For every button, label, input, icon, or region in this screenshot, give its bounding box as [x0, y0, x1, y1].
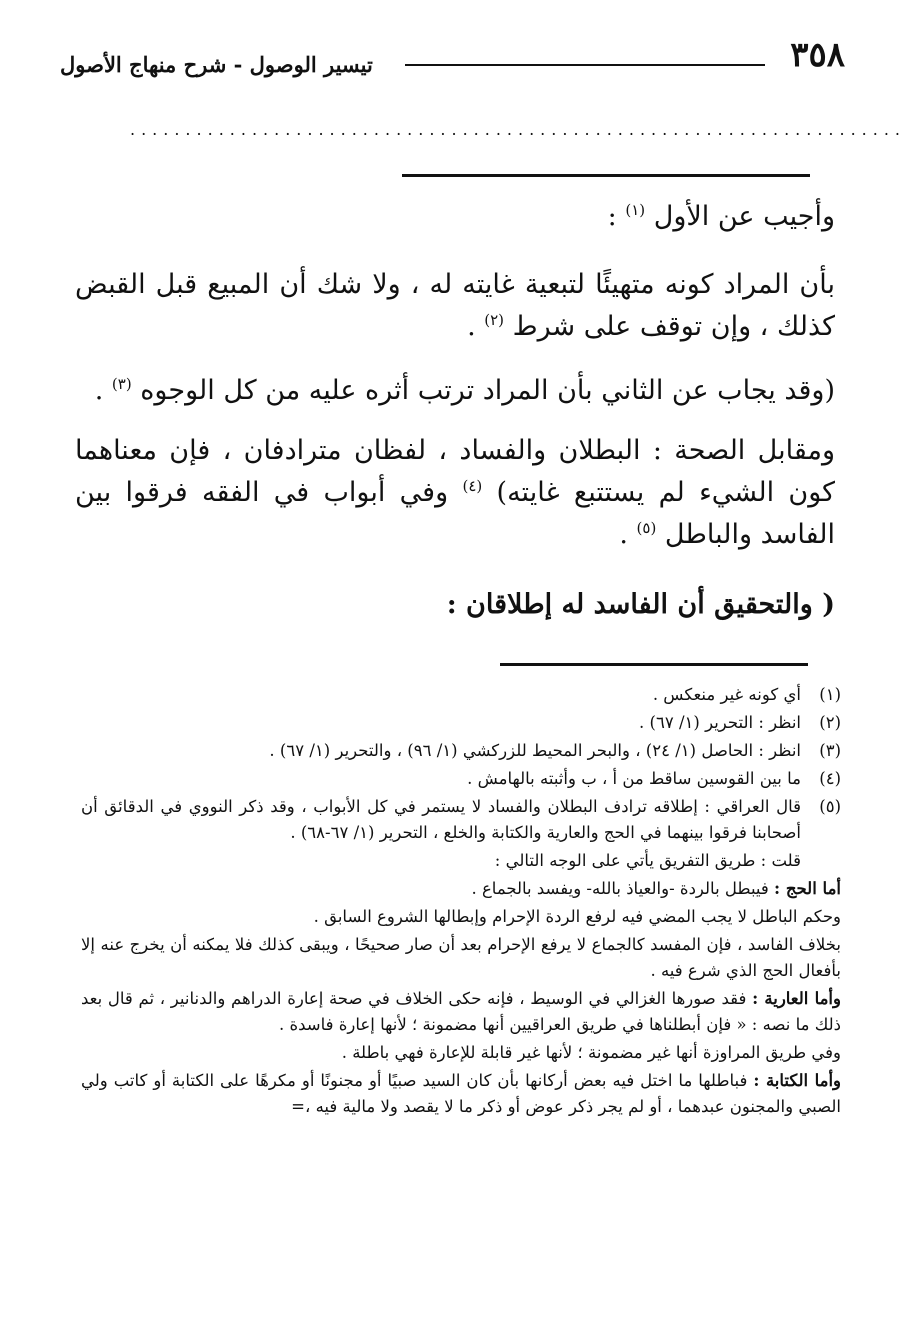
footnote-1 [81, 682, 841, 708]
paragraph-punct: . [94, 375, 104, 406]
footnote-number: (٥) [819, 797, 841, 816]
footnote-5-ariya [81, 986, 841, 1038]
footnotes [81, 682, 841, 1122]
footnote-number: (٢) [819, 713, 841, 732]
paragraph-opposite-validity [75, 430, 835, 556]
footnote-5-hajj-2: وحكم الباطل لا يجب المضي فيه لرفع الردة الإحرام وإبطالها الشروع السابق . [313, 907, 841, 926]
footnote-5 [81, 794, 841, 846]
footnote-ref: (١) [625, 201, 646, 219]
paragraph-text: (وقد يجاب عن الثاني بأن المراد ترتب أثره عليه من كل الوجوه [140, 375, 835, 406]
footnote-5-kitaba [81, 1068, 841, 1120]
footnote-text: فباطلها ما اختل فيه بعض أركانها بأن كان السيد صبيًا أو مجنونًا أو مكرهًا على الكتابة أو كاتب ولي الصبي والمجنون عبدهما ، أو لم يجر ذكر عوض أو ذكر ما لا يقصد ولا مالية فيه ،= [81, 1071, 841, 1116]
paragraph-text: وأجيب عن الأول [653, 201, 835, 232]
ellipsis-dots: ...................................................................... [130, 120, 907, 139]
footnote-subheading: أما الحج : [774, 879, 841, 898]
section-rule [402, 174, 810, 177]
footnote-text: انظر : الحاصل (١/ ٢٤) ، والبحر المحيط للزركشي (١/ ٩٦) ، والتحرير (١/ ٦٧) . [269, 741, 801, 760]
paragraph-answer-second [75, 370, 835, 412]
paragraph-text: وفي أبواب في الفقه فرقوا بين الفاسد والباطل [75, 477, 835, 550]
paragraph-punct: : [607, 201, 617, 232]
footnote-text: انظر : التحرير (١/ ٦٧) . [639, 713, 801, 732]
paragraph-answer-first [75, 196, 835, 238]
paragraph-punct: . [467, 311, 476, 342]
footnote-subheading: وأما الكتابة : [753, 1071, 842, 1090]
footnote-number: (١) [819, 685, 841, 704]
footnote-ref: (٢) [484, 311, 505, 329]
footnote-5-ariya-2: وفي طريق المراوزة أنها غير مضمونة ؛ لأنها غير قابلة للإعارة فهي باطلة . [341, 1043, 841, 1062]
paragraph-punct: . [619, 519, 628, 550]
footnote-ref: (٥) [636, 519, 657, 537]
footnote-subheading: وأما العارية : [752, 989, 841, 1008]
page-number: ٣٥٨ [790, 35, 845, 75]
footnote-2 [81, 710, 841, 736]
footnote-3 [81, 738, 841, 764]
footnote-text: قال العراقي : إطلاقه ترادف البطلان والفساد لا يستمر في كل الأبواب ، وقد ذكر النووي في الدقائق أن أصحابنا فرقوا بينهما في الحج والعارية والكتابة والخلع ، التحرير (١/ ٦٧-٦٨) . [81, 797, 801, 842]
footnote-ref: (٤) [462, 477, 483, 495]
footnote-text: فيبطل بالردة -والعياذ بالله- ويفسد بالجماع . [471, 879, 769, 898]
footnote-5-intro: قلت : طريق التفريق يأتي على الوجه التالي : [494, 851, 801, 870]
footnote-text: أي كونه غير منعكس . [652, 685, 801, 704]
paragraph-meaning [75, 264, 835, 348]
header-rule [405, 64, 765, 66]
paragraph-text: بأن المراد كونه متهيئًا لتبعية غايته له ، ولا شك أن المبيع قبل القبض كذلك ، وإن توقف على شرط [75, 269, 835, 342]
paragraph-verification: ( والتحقيق أن الفاسد له إطلاقان : [446, 589, 835, 620]
footnote-4 [81, 766, 841, 792]
footnote-rule [500, 663, 808, 666]
paragraph-text: ومقابل الصحة : البطلان والفساد ، لفظان مترادفان ، فإن معناهما كون الشيء لم يستتبع غايته) [75, 435, 836, 508]
footnote-5-hajj [81, 876, 841, 902]
footnote-number: (٣) [819, 741, 841, 760]
running-title: تيسير الوصول - شرح منهاج الأصول [60, 52, 373, 77]
footnote-ref: (٣) [111, 375, 132, 393]
footnote-text: ما بين القوسين ساقط من أ ، ب وأثبته بالهامش . [467, 769, 801, 788]
footnote-5-hajj-3: بخلاف الفاسد ، فإن المفسد كالجماع لا يرفع الإحرام بعد أن صار صحيحًا ، ويبقى كذلك فلا يمكنه أن يخرج عنه إلا بأفعال الحج الذي شرع فيه . [81, 935, 841, 980]
footnote-text: فقد صورها الغزالي في الوسيط ، فإنه حكى الخلاف في صحة إعارة الدراهم والدنانير ، ثم قال بعد ذلك ما نصه : « فإن أبطلناها في طريق العراقيين أنها مضمونة ؛ لأنها إعارة فاسدة . [81, 989, 841, 1034]
footnote-number: (٤) [819, 769, 841, 788]
